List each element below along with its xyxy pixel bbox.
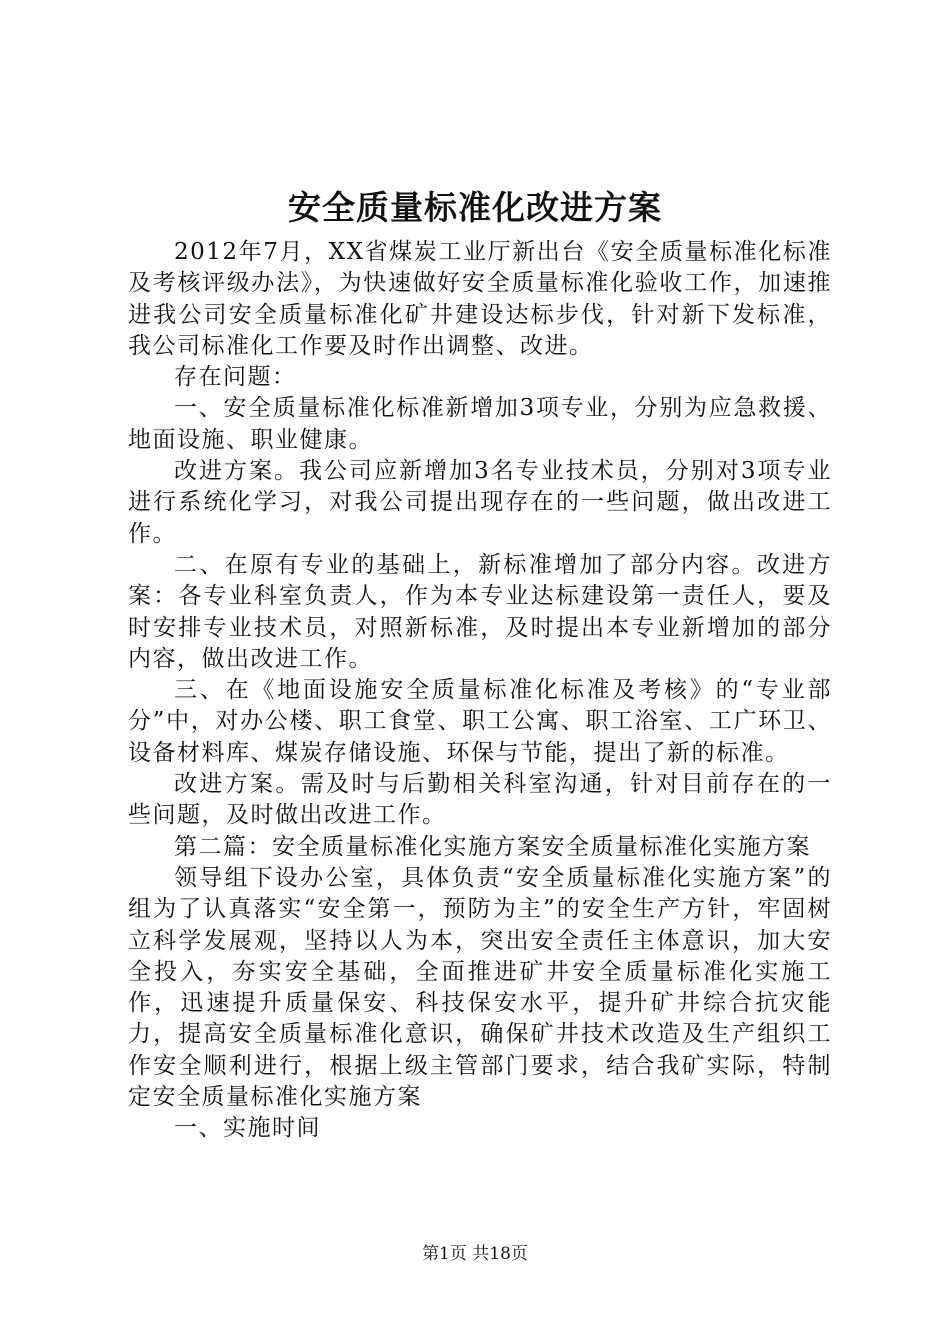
- paragraph-implementation-time: 一、实施时间: [174, 1115, 321, 1142]
- paragraph-section-2-body: 领导组下设办公室，具体负责“安全质量标准化实施方案”的组为了认真落实“安全第一，预防为主”的安全生产方针，牢固树立科学发展观，坚持以人为本，突出安全责任主体意识，加大安全投入，夯实安全基础，全面推进矿井安全质量标准化实施工作，迅速提升质量保安、科技保安水平，提升矿井综合抗灾能力，提高安全质量标准化意识，确保矿井技术改造及生产组织工作安全顺利进行，根据上级主管部门要求，结合我矿实际，特制定安全质量标准化实施方案: [128, 864, 832, 1111]
- paragraph-improvement-1: 改进方案。我公司应新增加3名专业技术员，分别对3项专业进行系统化学习，对我公司提出现存在的一些问题，做出改进工作。: [128, 458, 832, 547]
- paragraph-item-2: 二、在原有专业的基础上，新标准增加了部分内容。改进方案：各专业科室负责人，作为本专业达标建设第一责任人，要及时安排专业技术员，对照新标准，及时提出本专业新增加的部分内容，做出改进工作。: [128, 551, 832, 672]
- paragraph-improvement-3: 改进方案。需及时与后勤相关科室沟通，针对目前存在的一些问题，及时做出改进工作。: [128, 771, 832, 829]
- paragraph-item-3: 三、在《地面设施安全质量标准化标准及考核》的“专业部分”中，对办公楼、职工食堂、职工公寓、职工浴室、工广环卫、设备材料库、煤炭存储设施、环保与节能，提出了新的标准。: [128, 677, 832, 766]
- document-title: 安全质量标准化改进方案: [288, 188, 662, 227]
- paragraph-section-2-heading: 第二篇：安全质量标准化实施方案安全质量标准化实施方案: [174, 833, 811, 860]
- paragraph-problems-heading: 存在问题：: [174, 364, 297, 391]
- document-body: [128, 237, 832, 1145]
- paragraph-item-1: 一、安全质量标准化标准新增加3项专业，分别为应急救援、地面设施、职业健康。: [128, 395, 832, 453]
- paragraph-intro: 2012年7月，XX省煤炭工业厅新出台《安全质量标准化标准及考核评级办法》，为快速做好安全质量标准化验收工作，加速推进我公司安全质量标准化矿井建设达标步伐，针对新下发标准，我公司标准化工作要及时作出调整、改进。: [128, 239, 832, 359]
- page-number-footer: 第1页 共18页: [422, 1244, 528, 1264]
